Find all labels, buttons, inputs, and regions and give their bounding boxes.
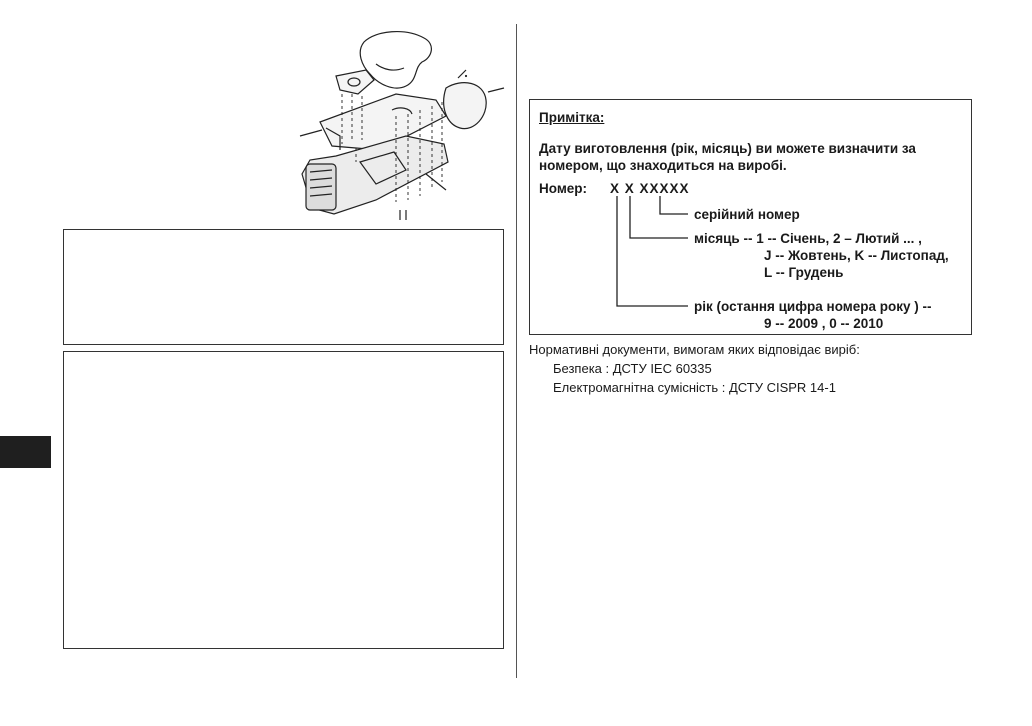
empty-text-box-top (63, 229, 504, 345)
month-line-1: місяць -- 1 -- Січень, 2 – Лютий ... , (694, 231, 922, 246)
note-box (529, 99, 972, 335)
empty-text-box-bottom (63, 351, 504, 649)
note-lead-line-2: номером, що знаходиться на виробі. (539, 158, 787, 173)
number-label: Номер: (539, 181, 588, 196)
note-lead-line-1: Дату виготовлення (рік, місяць) ви можете визначити за (539, 141, 916, 156)
note-title: Примітка: (539, 110, 605, 125)
normative-heading: Нормативні документи, вимогам яких відповідає виріб: (529, 342, 860, 357)
column-divider (516, 24, 517, 678)
year-line-1: рік (остання цифра номера року ) -- (694, 299, 932, 314)
month-line-2: J -- Жовтень, K -- Листопад, (764, 248, 949, 263)
section-tab-marker (0, 436, 51, 468)
year-line-2: 9 -- 2009 , 0 -- 2010 (764, 316, 884, 331)
number-value: X X XXXXX (610, 181, 690, 196)
serial-legend (694, 206, 800, 223)
normative-item-emc: Електромагнітна сумісність : ДСТУ CISPR 14-1 (553, 380, 836, 395)
normative-item-safety: Безпека : ДСТУ IEC 60335 (553, 361, 712, 376)
month-line-3: L -- Грудень (764, 265, 844, 280)
month-legend (694, 230, 949, 281)
shaver-disassembly-illustration (296, 24, 506, 220)
serial-label: серійний номер (694, 207, 800, 222)
year-legend (694, 298, 932, 332)
normative-section (529, 340, 860, 397)
